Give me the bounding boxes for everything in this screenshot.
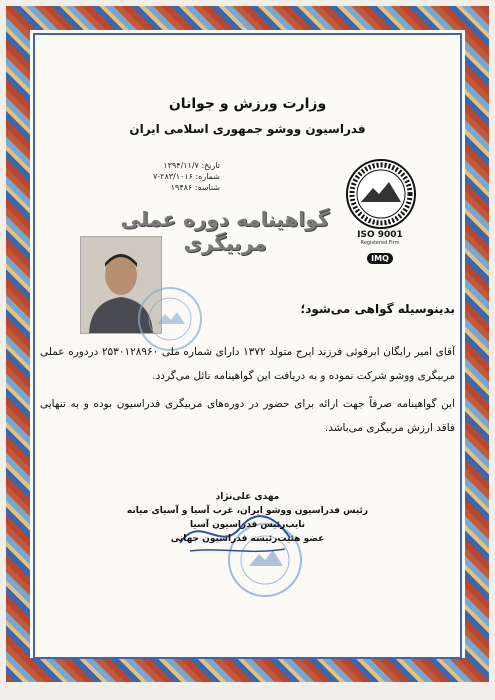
document-meta [80, 160, 220, 193]
signatory-role-1: رئیس فدراسیون ووشو ایران، غرب آسیا و آسیای میانه [126, 506, 369, 516]
ministry-heading: وزارت ورزش و جوانان [168, 96, 327, 112]
body-paragraph-1: آقای امیر رایگان ابرقوئی فرزند ایرج متولد ۱۳۷۲ دارای شماره ملی ۲۵۳۰۱۲۸۹۶۰ دردوره عملی مربیگری ووشو شرکت نموده و به دریافت این گواهینامه نائل می‌گردد. [40, 346, 455, 382]
meta-number: شماره: ۲۸۳/۱۰۱۶-۷ [152, 172, 220, 181]
federation-heading: فدراسیون ووشو جمهوری اسلامی ایران [129, 122, 366, 136]
signatory-role-2: نایب‌رئیس فدراسیون آسیا [189, 520, 306, 530]
meta-date: تاریخ: ۱۳۹۴/۱۱/۷ [163, 161, 220, 170]
imq-badge: IMQ [367, 253, 393, 264]
iso-title: ISO 9001 [357, 230, 403, 240]
meta-id: شناسه: ۱۹۴۸۶ [170, 183, 220, 192]
certificate-title: گواهینامه دوره عملی مربیگری [120, 207, 330, 255]
signatory-block [40, 490, 455, 546]
body-paragraph-2: این گواهینامه صرفاً جهت ارائه برای حضور در دوره‌های مربیگری فدراسیون بوده و به تنهایی فاقد ارزش مربیگری می‌باشد. [40, 398, 455, 434]
iso-subtitle: Registered Firm [360, 240, 400, 246]
signatory-name: مهدی علی‌نژاد [215, 492, 280, 502]
certificate-content [40, 40, 455, 650]
certify-line: بدینوسیله گواهی می‌شود؛ [300, 302, 455, 316]
certificate-body [40, 340, 455, 440]
iso-certification [355, 230, 405, 265]
signatory-role-3: عضو هئیت‌رئیسه فدراسیون جهانی [170, 534, 325, 544]
wushu-federation-logo-icon [345, 158, 417, 230]
